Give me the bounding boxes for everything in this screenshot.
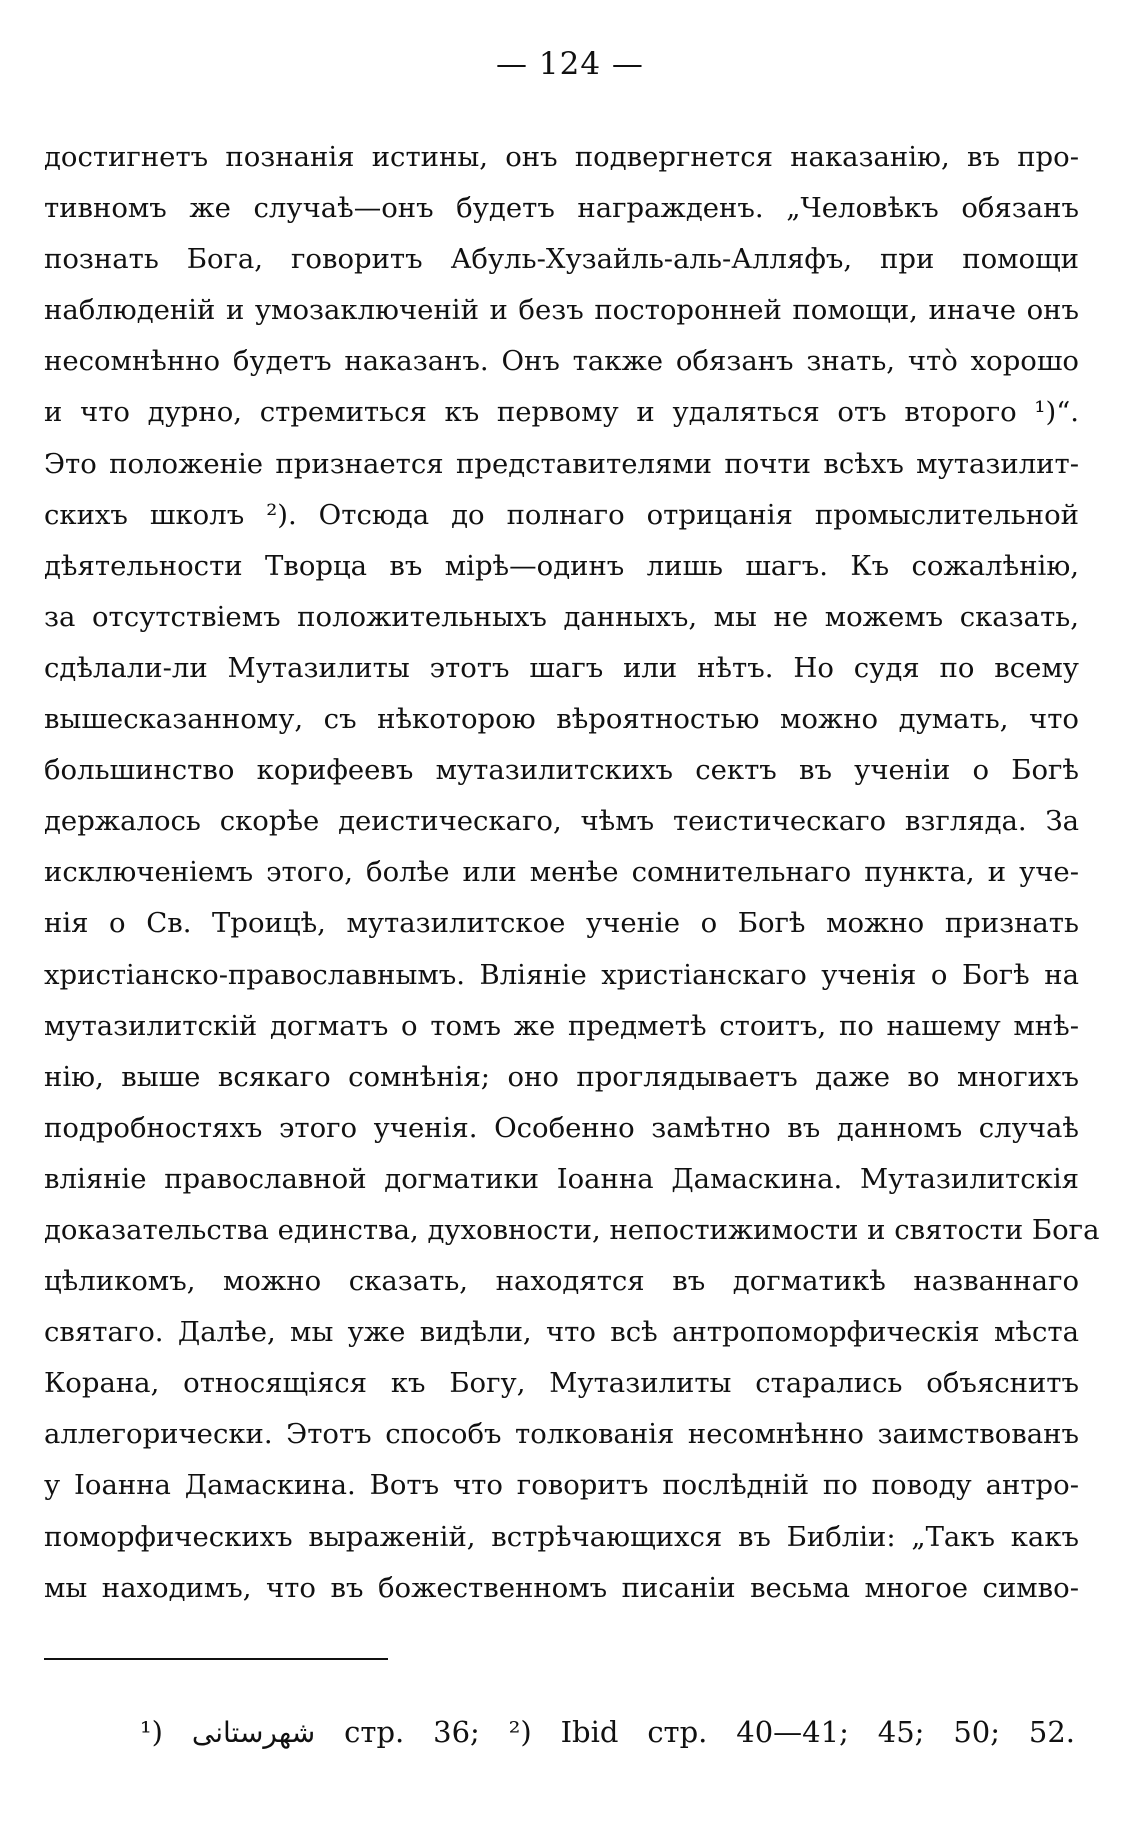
text-line: Это положеніе признается представителями почти всѣхъ мутазилит-: [44, 447, 1079, 480]
text-line: достигнетъ познанія истины, онъ подвергнется наказанію, въ про-: [44, 141, 1079, 173]
footnote-1-marker: ¹): [140, 1715, 163, 1749]
text-line: тивномъ же случаѣ—онъ будетъ награжденъ. „Человѣкъ обязанъ: [44, 192, 1079, 225]
text-line: держалось скорѣе деистическаго, чѣмъ теистическаго взгляда. За: [44, 805, 1079, 838]
text-line: вышесказанному, съ нѣкоторою вѣроятностью можно думать, что: [44, 703, 1079, 736]
text-line: и что дурно, стремиться къ первому и удаляться отъ второго ¹)“.: [44, 396, 1079, 429]
page-number: — 124 —: [496, 46, 644, 82]
body-text: [44, 132, 1100, 1614]
text-line: у Іоанна Дамаскина. Вотъ что говоритъ послѣдній по поводу антро-: [44, 1469, 1079, 1502]
text-line: мы находимъ, что въ божественномъ писаніи весьма многое симво-: [44, 1571, 1079, 1604]
text-line: большинство корифеевъ мутазилитскихъ сектъ въ ученіи о Богѣ: [44, 754, 1079, 787]
text-line: скихъ школъ ²). Отсюда до полнаго отрицанія промыслительной: [44, 498, 1079, 531]
footnotes: [140, 1712, 1075, 1753]
footnote-1-arabic-title: شهرستانى: [191, 1716, 316, 1749]
footnote-2-reference: Ibid стр. 40—41; 45; 50; 52.: [560, 1715, 1076, 1749]
text-line: за отсутствіемъ положительныхъ данныхъ, мы не можемъ сказать,: [44, 600, 1079, 633]
footnote-2-marker: ²): [508, 1715, 532, 1749]
text-line: сдѣлали-ли Мутазилиты этотъ шагъ или нѣтъ. Но судя по всему: [44, 651, 1079, 684]
footnote-1-reference: стр. 36;: [344, 1715, 480, 1749]
text-line: доказательства единства, духовности, непостижимости и святости Бога: [44, 1213, 1100, 1246]
text-line: подробностяхъ этого ученія. Особенно замѣтно въ данномъ случаѣ: [44, 1111, 1079, 1144]
text-line: мутазилитскій догматъ о томъ же предметѣ стоитъ, по нашему мнѣ-: [44, 1009, 1079, 1042]
text-line: нію, выше всякаго сомнѣнія; оно проглядываетъ даже во многихъ: [44, 1060, 1079, 1093]
text-line: цѣликомъ, можно сказать, находятся въ догматикѣ названнаго: [44, 1265, 1079, 1298]
text-line: христіанско-православнымъ. Вліяніе христіанскаго ученія о Богѣ на: [44, 958, 1079, 991]
text-line: Корана, относящіяся къ Богу, Мутазилиты старались объяснитъ: [44, 1367, 1079, 1400]
text-line: поморфическихъ выраженій, встрѣчающихся въ Библіи: „Такъ какъ: [44, 1520, 1079, 1553]
text-line: нія о Св. Троицѣ, мутазилитское ученіе о Богѣ можно признать: [44, 907, 1079, 940]
text-line: вліяніе православной догматики Іоанна Дамаскина. Мутазилитскія: [44, 1162, 1079, 1195]
text-line: несомнѣнно будетъ наказанъ. Онъ также обязанъ знать, что̀ хорошо: [44, 345, 1079, 378]
text-line: наблюденій и умозаключеній и безъ посторонней помощи, иначе онъ: [44, 294, 1079, 327]
text-line: исключеніемъ этого, болѣе или менѣе сомнительнаго пункта, и уче-: [44, 856, 1079, 889]
text-line: дѣятельности Творца въ мірѣ—одинъ лишь шагъ. Къ сожалѣнію,: [44, 549, 1079, 582]
footnote-divider: [44, 1658, 388, 1660]
text-line: святаго. Далѣе, мы уже видѣли, что всѣ антропоморфическія мѣста: [44, 1316, 1079, 1349]
text-line: познать Бога, говоритъ Абуль-Хузайль-аль-Алляфъ, при помощи: [44, 243, 1079, 276]
text-line: аллегорически. Этотъ способъ толкованія несомнѣнно заимствованъ: [44, 1418, 1079, 1451]
